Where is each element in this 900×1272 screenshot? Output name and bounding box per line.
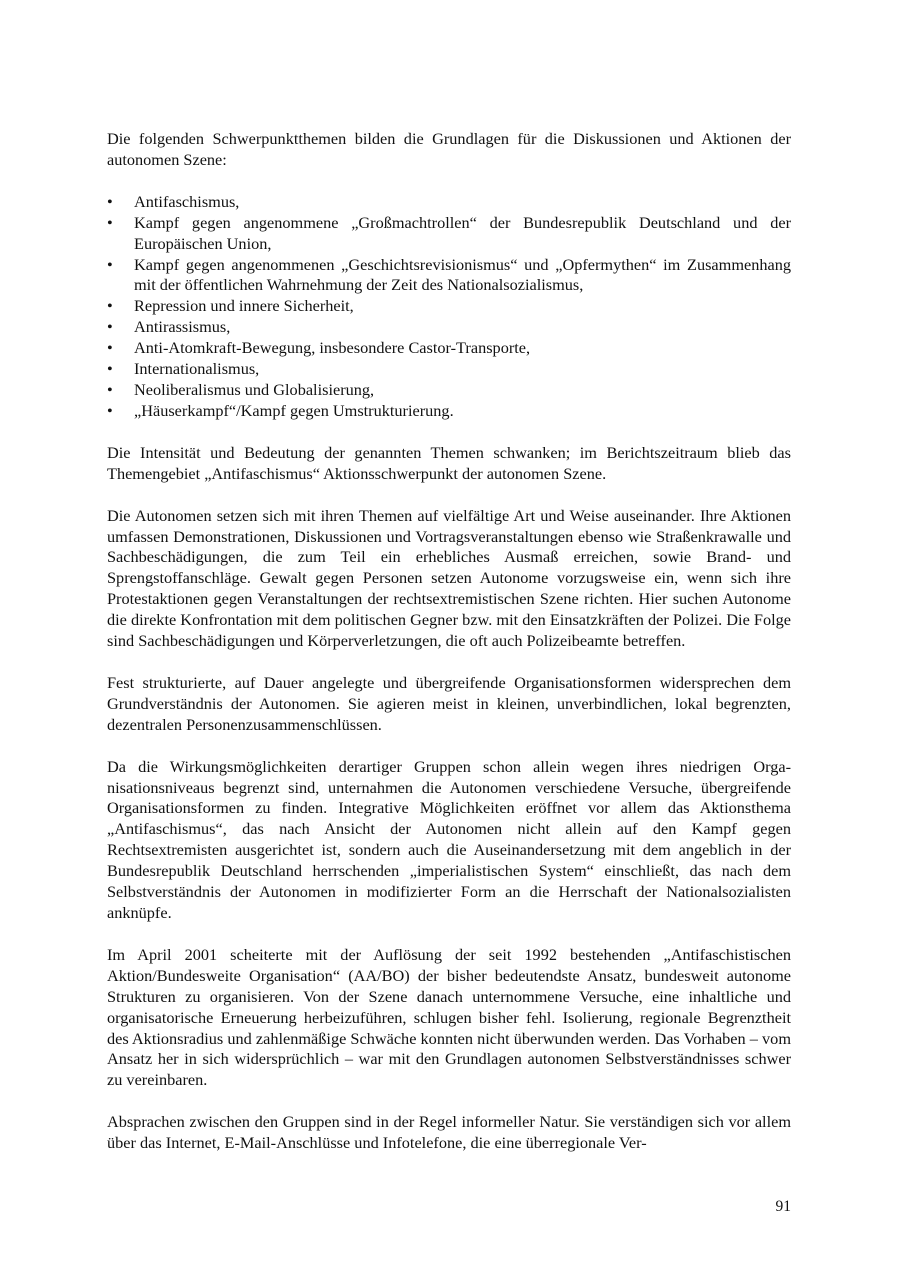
paragraph-themes-intensity: Die Intensität und Bedeutung der genannten Themen schwanken; im Berichtszeitraum blieb das Themengebiet „Antifaschismus“ Aktionsschwerpunkt der autonomen Szene. xyxy=(107,442,791,483)
paragraph-aabo-dissolution: Im April 2001 scheiterte mit der Auflösung der seit 1992 bestehenden „Antifaschistischen Aktion/Bundesweite Organisation“ (AA/BO) der bisher bedeutendste Ansatz, bundesweit autonome Strukturen zu organisieren. Von der Szene danach unternommene Versuche, eine inhaltliche und organisatorische Erneuerung herbeizuführen, schlugen bisher fehl. Isolierung, regionale Begrenztheit des Aktionsradius und zahlenmäßige Schwäche konnten nicht überwunden werden. Das Vorhaben – vom Ansatz her in sich widersprüchlich – war mit den Grundlagen autonomen Selbstverständnisses schwer zu vereinbaren. xyxy=(107,944,791,1090)
paragraph-communication: Absprachen zwischen den Gruppen sind in der Regel informeller Natur. Sie verständigen sich vor allem über das Internet, E-Mail-Anschlüsse und Infotelefone, die eine überregionale Ver- xyxy=(107,1112,791,1153)
list-item: • Neoliberalismus und Globalisierung, xyxy=(107,380,791,401)
list-item: • Kampf gegen angenommenen „Geschichtsrevisionismus“ und „Opfermythen“ im Zusammenhang mit der öffentlichen Wahrnehmung der Zeit des Nationalsozialismus, xyxy=(107,255,791,297)
topic-list xyxy=(107,192,791,422)
paragraph-integration-attempts: Da die Wirkungsmöglichkeiten derartiger Gruppen schon allein wegen ihres niedrigen Organisationsniveaus begrenzt sind, unternahmen die Autonomen verschiedene Versuche, übergreifende Organisationsformen zu finden. Integrative Möglichkeiten eröffnet vor allem das Aktionsthema „Antifaschismus“, das nach Ansicht der Autonomen nicht allein auf den Kampf gegen Rechtsextremisten ausgerichtet ist, sondern auch die Auseinandersetzung mit dem angeblich in der Bundesrepublik Deutschland herrschenden „imperialistischen System“ einschließt, das nach dem Selbstverständnis der Autonomen in modifizierter Form an die Herrschaft der Nationalsozialisten anknüpfe. xyxy=(107,756,791,922)
intro-paragraph: Die folgenden Schwerpunktthemen bilden die Grundlagen für die Diskussionen und Aktionen der autonomen Szene: xyxy=(107,129,791,169)
list-item: • Anti-Atomkraft-Bewegung, insbesondere Castor-Transporte, xyxy=(107,338,791,359)
list-item: • „Häuserkampf“/Kampf gegen Umstrukturierung. xyxy=(107,401,791,422)
paragraph-actions: Die Autonomen setzen sich mit ihren Themen auf vielfältige Art und Weise auseinander. Ihre Aktionen umfassen Demonstrationen, Diskussionen und Vortragsveranstaltungen ebenso wie Straßenkrawalle und Sachbeschädigungen, die zum Teil ein erhebliches Ausmaß erreichen, sowie Brand- und Sprengstoffanschläge. Gewalt gegen Personen setzen Autonome vorzugsweise ein, wenn sich ihre Protestaktionen gegen Veranstaltungen der rechtsextremistischen Szene richten. Hier suchen Autonome die direkte Konfrontation mit dem politischen Gegner bzw. mit den Einsatzkräften der Polizei. Die Folge sind Sachbeschädigungen und Körperverletzungen, die oft auch Polizeibeamte betreffen. xyxy=(107,505,791,651)
page-body xyxy=(107,129,791,1175)
paragraph-organisation-forms: Fest strukturierte, auf Dauer angelegte und übergreifende Organisationsformen widersprechen dem Grundverständnis der Autonomen. Sie agieren meist in kleinen, unverbindlichen, lokal begrenzten, dezentralen Personenzusammenschlüssen. xyxy=(107,672,791,734)
list-item: • Antifaschismus, xyxy=(107,192,791,213)
list-item: • Repression und innere Sicherheit, xyxy=(107,296,791,317)
list-item: • Internationalismus, xyxy=(107,359,791,380)
list-item: • Antirassismus, xyxy=(107,317,791,338)
list-item: • Kampf gegen angenommene „Großmachtrollen“ der Bundesrepublik Deutschland und der Europäischen Union, xyxy=(107,213,791,255)
page-number: 91 xyxy=(775,1198,791,1215)
